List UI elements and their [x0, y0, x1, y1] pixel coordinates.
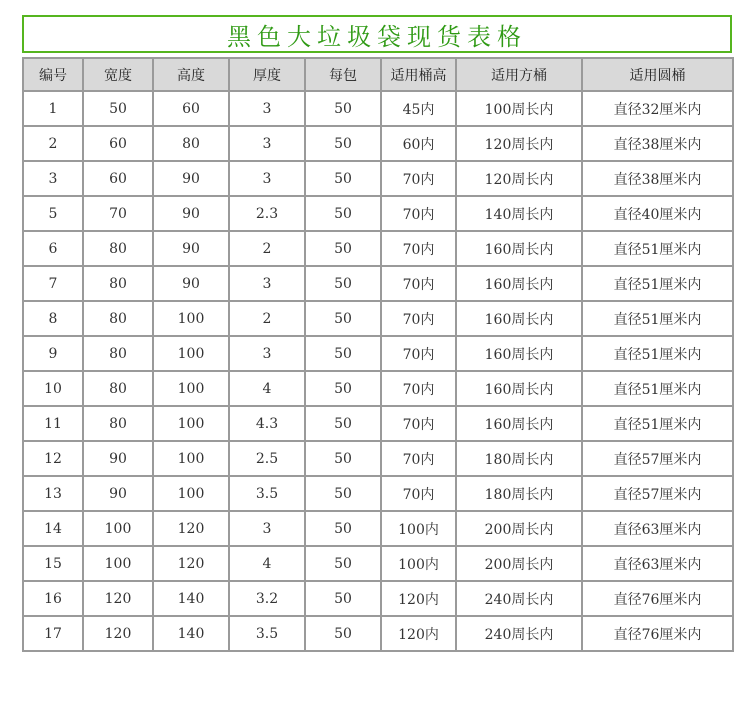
cell-col-square-bucket: 160周长内 [456, 371, 582, 406]
cell-col-thickness: 3 [229, 126, 305, 161]
cell-col-bucket-height: 60内 [381, 126, 456, 161]
cell-col-height: 80 [153, 126, 229, 161]
cell-col-number: 10 [23, 371, 83, 406]
header-col-number: 编号 [23, 58, 83, 91]
cell-col-round-bucket: 直径63厘米内 [582, 511, 733, 546]
table-row [23, 581, 733, 616]
cell-col-width: 120 [83, 581, 153, 616]
cell-col-thickness: 3 [229, 511, 305, 546]
cell-col-bucket-height: 120内 [381, 581, 456, 616]
cell-col-width: 80 [83, 406, 153, 441]
cell-col-bucket-height: 70内 [381, 196, 456, 231]
cell-col-per-pack: 50 [305, 476, 381, 511]
cell-col-round-bucket: 直径51厘米内 [582, 266, 733, 301]
cell-col-number: 15 [23, 546, 83, 581]
cell-col-per-pack: 50 [305, 196, 381, 231]
cell-col-width: 60 [83, 126, 153, 161]
cell-col-bucket-height: 70内 [381, 301, 456, 336]
cell-col-height: 140 [153, 581, 229, 616]
table-row [23, 336, 733, 371]
cell-col-width: 70 [83, 196, 153, 231]
table-row [23, 161, 733, 196]
cell-col-number: 11 [23, 406, 83, 441]
table-row [23, 91, 733, 126]
cell-col-thickness: 4 [229, 546, 305, 581]
cell-col-square-bucket: 160周长内 [456, 231, 582, 266]
table-header-row [23, 58, 733, 91]
cell-col-round-bucket: 直径51厘米内 [582, 231, 733, 266]
table-row [23, 196, 733, 231]
cell-col-square-bucket: 120周长内 [456, 126, 582, 161]
cell-col-thickness: 3 [229, 336, 305, 371]
table-row [23, 406, 733, 441]
cell-col-thickness: 4 [229, 371, 305, 406]
cell-col-square-bucket: 120周长内 [456, 161, 582, 196]
cell-col-round-bucket: 直径40厘米内 [582, 196, 733, 231]
cell-col-square-bucket: 180周长内 [456, 476, 582, 511]
cell-col-bucket-height: 120内 [381, 616, 456, 651]
cell-col-per-pack: 50 [305, 511, 381, 546]
table-row [23, 476, 733, 511]
cell-col-per-pack: 50 [305, 406, 381, 441]
spec-sheet [22, 15, 732, 652]
cell-col-width: 90 [83, 476, 153, 511]
table-body [23, 91, 733, 651]
cell-col-round-bucket: 直径76厘米内 [582, 616, 733, 651]
table-row [23, 371, 733, 406]
cell-col-per-pack: 50 [305, 231, 381, 266]
cell-col-square-bucket: 240周长内 [456, 581, 582, 616]
cell-col-per-pack: 50 [305, 336, 381, 371]
cell-col-width: 80 [83, 231, 153, 266]
cell-col-bucket-height: 70内 [381, 371, 456, 406]
cell-col-thickness: 4.3 [229, 406, 305, 441]
cell-col-bucket-height: 70内 [381, 161, 456, 196]
cell-col-square-bucket: 200周长内 [456, 546, 582, 581]
cell-col-bucket-height: 70内 [381, 406, 456, 441]
cell-col-square-bucket: 160周长内 [456, 301, 582, 336]
cell-col-per-pack: 50 [305, 546, 381, 581]
cell-col-width: 100 [83, 546, 153, 581]
cell-col-round-bucket: 直径57厘米内 [582, 476, 733, 511]
cell-col-square-bucket: 200周长内 [456, 511, 582, 546]
header-col-round-bucket: 适用圆桶 [582, 58, 733, 91]
page-title: 黑色大垃圾袋现货表格 [227, 22, 527, 51]
cell-col-thickness: 3 [229, 161, 305, 196]
cell-col-width: 60 [83, 161, 153, 196]
table-row [23, 266, 733, 301]
cell-col-thickness: 2.3 [229, 196, 305, 231]
cell-col-round-bucket: 直径51厘米内 [582, 371, 733, 406]
table-row [23, 546, 733, 581]
cell-col-number: 12 [23, 441, 83, 476]
cell-col-number: 1 [23, 91, 83, 126]
cell-col-round-bucket: 直径32厘米内 [582, 91, 733, 126]
cell-col-per-pack: 50 [305, 441, 381, 476]
cell-col-height: 90 [153, 266, 229, 301]
cell-col-thickness: 3.5 [229, 616, 305, 651]
cell-col-number: 7 [23, 266, 83, 301]
cell-col-height: 100 [153, 476, 229, 511]
cell-col-square-bucket: 160周长内 [456, 336, 582, 371]
cell-col-bucket-height: 70内 [381, 441, 456, 476]
cell-col-per-pack: 50 [305, 91, 381, 126]
cell-col-width: 80 [83, 371, 153, 406]
cell-col-per-pack: 50 [305, 616, 381, 651]
cell-col-width: 80 [83, 266, 153, 301]
cell-col-bucket-height: 70内 [381, 476, 456, 511]
cell-col-height: 120 [153, 511, 229, 546]
cell-col-square-bucket: 140周长内 [456, 196, 582, 231]
cell-col-round-bucket: 直径76厘米内 [582, 581, 733, 616]
cell-col-per-pack: 50 [305, 581, 381, 616]
cell-col-square-bucket: 160周长内 [456, 266, 582, 301]
cell-col-height: 120 [153, 546, 229, 581]
cell-col-number: 5 [23, 196, 83, 231]
cell-col-round-bucket: 直径51厘米内 [582, 336, 733, 371]
cell-col-height: 140 [153, 616, 229, 651]
cell-col-per-pack: 50 [305, 161, 381, 196]
table-row [23, 616, 733, 651]
cell-col-per-pack: 50 [305, 266, 381, 301]
cell-col-number: 14 [23, 511, 83, 546]
cell-col-height: 90 [153, 196, 229, 231]
header-col-per-pack: 每包 [305, 58, 381, 91]
cell-col-number: 13 [23, 476, 83, 511]
cell-col-bucket-height: 70内 [381, 336, 456, 371]
cell-col-bucket-height: 70内 [381, 266, 456, 301]
cell-col-height: 100 [153, 441, 229, 476]
cell-col-round-bucket: 直径38厘米内 [582, 161, 733, 196]
table-row [23, 441, 733, 476]
cell-col-thickness: 2.5 [229, 441, 305, 476]
cell-col-height: 100 [153, 406, 229, 441]
cell-col-bucket-height: 70内 [381, 231, 456, 266]
cell-col-thickness: 2 [229, 231, 305, 266]
cell-col-number: 17 [23, 616, 83, 651]
cell-col-height: 100 [153, 371, 229, 406]
title-banner [22, 15, 732, 53]
cell-col-number: 8 [23, 301, 83, 336]
cell-col-width: 120 [83, 616, 153, 651]
cell-col-thickness: 2 [229, 301, 305, 336]
header-col-height: 高度 [153, 58, 229, 91]
cell-col-width: 80 [83, 301, 153, 336]
header-col-thickness: 厚度 [229, 58, 305, 91]
cell-col-width: 50 [83, 91, 153, 126]
cell-col-number: 2 [23, 126, 83, 161]
cell-col-thickness: 3.2 [229, 581, 305, 616]
cell-col-round-bucket: 直径38厘米内 [582, 126, 733, 161]
cell-col-bucket-height: 100内 [381, 511, 456, 546]
table-row [23, 126, 733, 161]
cell-col-height: 100 [153, 301, 229, 336]
cell-col-thickness: 3 [229, 91, 305, 126]
cell-col-bucket-height: 100内 [381, 546, 456, 581]
cell-col-thickness: 3.5 [229, 476, 305, 511]
cell-col-number: 16 [23, 581, 83, 616]
header-col-square-bucket: 适用方桶 [456, 58, 582, 91]
cell-col-round-bucket: 直径51厘米内 [582, 406, 733, 441]
cell-col-square-bucket: 240周长内 [456, 616, 582, 651]
table-row [23, 231, 733, 266]
cell-col-per-pack: 50 [305, 126, 381, 161]
cell-col-height: 60 [153, 91, 229, 126]
cell-col-round-bucket: 直径63厘米内 [582, 546, 733, 581]
cell-col-number: 3 [23, 161, 83, 196]
cell-col-number: 6 [23, 231, 83, 266]
cell-col-width: 100 [83, 511, 153, 546]
cell-col-bucket-height: 45内 [381, 91, 456, 126]
header-col-width: 宽度 [83, 58, 153, 91]
cell-col-per-pack: 50 [305, 301, 381, 336]
cell-col-square-bucket: 100周长内 [456, 91, 582, 126]
cell-col-per-pack: 50 [305, 371, 381, 406]
cell-col-width: 80 [83, 336, 153, 371]
cell-col-width: 90 [83, 441, 153, 476]
cell-col-round-bucket: 直径57厘米内 [582, 441, 733, 476]
cell-col-thickness: 3 [229, 266, 305, 301]
cell-col-square-bucket: 160周长内 [456, 406, 582, 441]
header-col-bucket-height: 适用桶高 [381, 58, 456, 91]
cell-col-number: 9 [23, 336, 83, 371]
cell-col-height: 100 [153, 336, 229, 371]
cell-col-height: 90 [153, 231, 229, 266]
table-row [23, 511, 733, 546]
cell-col-round-bucket: 直径51厘米内 [582, 301, 733, 336]
cell-col-square-bucket: 180周长内 [456, 441, 582, 476]
spec-table [22, 57, 734, 652]
cell-col-height: 90 [153, 161, 229, 196]
table-row [23, 301, 733, 336]
